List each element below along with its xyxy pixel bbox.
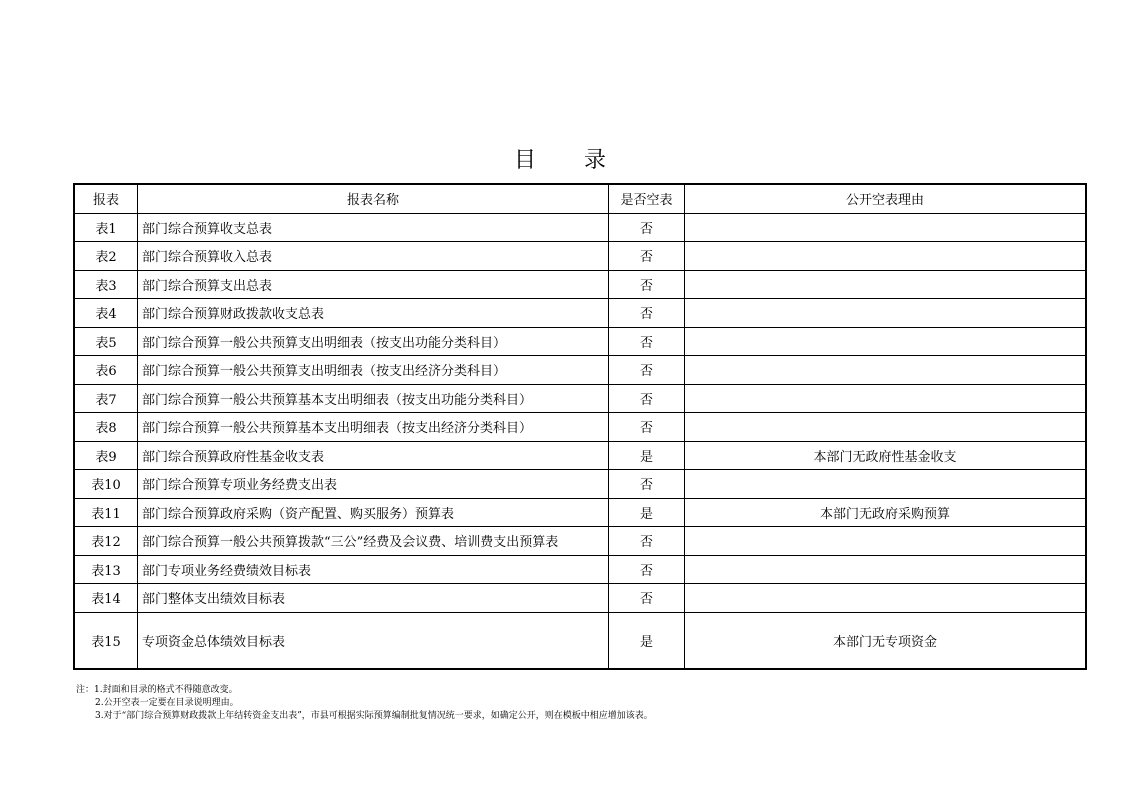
table-of-contents (73, 183, 1087, 670)
cell-empty-reason (685, 413, 1087, 442)
title-char-1: 目 (513, 148, 538, 173)
cell-empty-reason (685, 327, 1087, 356)
table-row (74, 498, 1086, 527)
cell-report-name: 部门综合预算一般公共预算基本支出明细表（按支出功能分类科目） (138, 384, 609, 413)
cell-empty-reason: 本部门无政府采购预算 (685, 498, 1087, 527)
cell-report-name: 部门综合预算收支总表 (138, 213, 609, 242)
table-row (74, 413, 1086, 442)
cell-is-empty: 是 (609, 498, 685, 527)
cell-report-no: 表3 (74, 270, 138, 299)
table-row (74, 242, 1086, 271)
cell-report-no: 表1 (74, 213, 138, 242)
cell-is-empty: 否 (609, 384, 685, 413)
cell-empty-reason (685, 299, 1087, 328)
cell-report-name: 部门综合预算支出总表 (138, 270, 609, 299)
cell-report-name: 部门综合预算财政拨款收支总表 (138, 299, 609, 328)
cell-is-empty: 否 (609, 213, 685, 242)
cell-report-name: 部门整体支出绩效目标表 (138, 584, 609, 613)
cell-empty-reason: 本部门无专项资金 (685, 612, 1087, 669)
footnote-2: 2.公开空表一定要在目录说明理由。 (95, 698, 239, 708)
cell-is-empty: 否 (609, 584, 685, 613)
cell-empty-reason (685, 213, 1087, 242)
cell-empty-reason (685, 470, 1087, 499)
header-empty-reason: 公开空表理由 (685, 184, 1087, 213)
cell-empty-reason: 本部门无政府性基金收支 (685, 441, 1087, 470)
footnotes (76, 684, 653, 723)
cell-report-name: 部门综合预算专项业务经费支出表 (138, 470, 609, 499)
table-row (74, 470, 1086, 499)
header-report-no: 报表 (74, 184, 138, 213)
cell-report-no: 表4 (74, 299, 138, 328)
cell-report-no: 表11 (74, 498, 138, 527)
cell-empty-reason (685, 356, 1087, 385)
table-row (74, 527, 1086, 556)
footnote-1: 注：1.封面和目录的格式不得随意改变。 (76, 685, 238, 695)
cell-report-no: 表8 (74, 413, 138, 442)
table-header-row (74, 184, 1086, 213)
cell-is-empty: 否 (609, 413, 685, 442)
cell-report-no: 表12 (74, 527, 138, 556)
table-row (74, 299, 1086, 328)
cell-is-empty: 否 (609, 555, 685, 584)
cell-empty-reason (685, 527, 1087, 556)
cell-report-name: 部门综合预算政府性基金收支表 (138, 441, 609, 470)
cell-is-empty: 否 (609, 327, 685, 356)
cell-is-empty: 是 (609, 441, 685, 470)
header-report-name: 报表名称 (138, 184, 609, 213)
table-row (74, 441, 1086, 470)
cell-report-no: 表10 (74, 470, 138, 499)
title-char-2: 录 (584, 148, 609, 173)
footnote-3: 3.对于“部门综合预算财政拨款上年结转资金支出表”，市县可根据实际预算编制批复情况统一要求，如确定公开，则在模板中相应增加该表。 (95, 711, 653, 721)
cell-is-empty: 否 (609, 527, 685, 556)
cell-is-empty: 是 (609, 612, 685, 669)
table-row (74, 384, 1086, 413)
table-row (74, 356, 1086, 385)
page-title (0, 143, 1122, 174)
table-row (74, 584, 1086, 613)
cell-report-no: 表9 (74, 441, 138, 470)
header-is-empty: 是否空表 (609, 184, 685, 213)
table-row (74, 270, 1086, 299)
cell-report-no: 表5 (74, 327, 138, 356)
cell-report-no: 表2 (74, 242, 138, 271)
table-row (74, 612, 1086, 669)
cell-empty-reason (685, 584, 1087, 613)
cell-empty-reason (685, 270, 1087, 299)
cell-is-empty: 否 (609, 299, 685, 328)
cell-is-empty: 否 (609, 356, 685, 385)
table-row (74, 213, 1086, 242)
cell-report-no: 表15 (74, 612, 138, 669)
cell-empty-reason (685, 242, 1087, 271)
cell-is-empty: 否 (609, 270, 685, 299)
cell-report-name: 部门专项业务经费绩效目标表 (138, 555, 609, 584)
cell-report-name: 部门综合预算一般公共预算支出明细表（按支出经济分类科目） (138, 356, 609, 385)
cell-report-name: 部门综合预算一般公共预算基本支出明细表（按支出经济分类科目） (138, 413, 609, 442)
cell-report-name: 部门综合预算政府采购（资产配置、购买服务）预算表 (138, 498, 609, 527)
cell-report-no: 表7 (74, 384, 138, 413)
cell-report-name: 部门综合预算收入总表 (138, 242, 609, 271)
cell-report-name: 部门综合预算一般公共预算拨款“三公”经费及会议费、培训费支出预算表 (138, 527, 609, 556)
table-row (74, 555, 1086, 584)
cell-report-no: 表13 (74, 555, 138, 584)
cell-report-no: 表6 (74, 356, 138, 385)
cell-is-empty: 否 (609, 470, 685, 499)
cell-report-name: 专项资金总体绩效目标表 (138, 612, 609, 669)
cell-empty-reason (685, 384, 1087, 413)
table-row (74, 327, 1086, 356)
cell-empty-reason (685, 555, 1087, 584)
cell-is-empty: 否 (609, 242, 685, 271)
cell-report-no: 表14 (74, 584, 138, 613)
cell-report-name: 部门综合预算一般公共预算支出明细表（按支出功能分类科目） (138, 327, 609, 356)
